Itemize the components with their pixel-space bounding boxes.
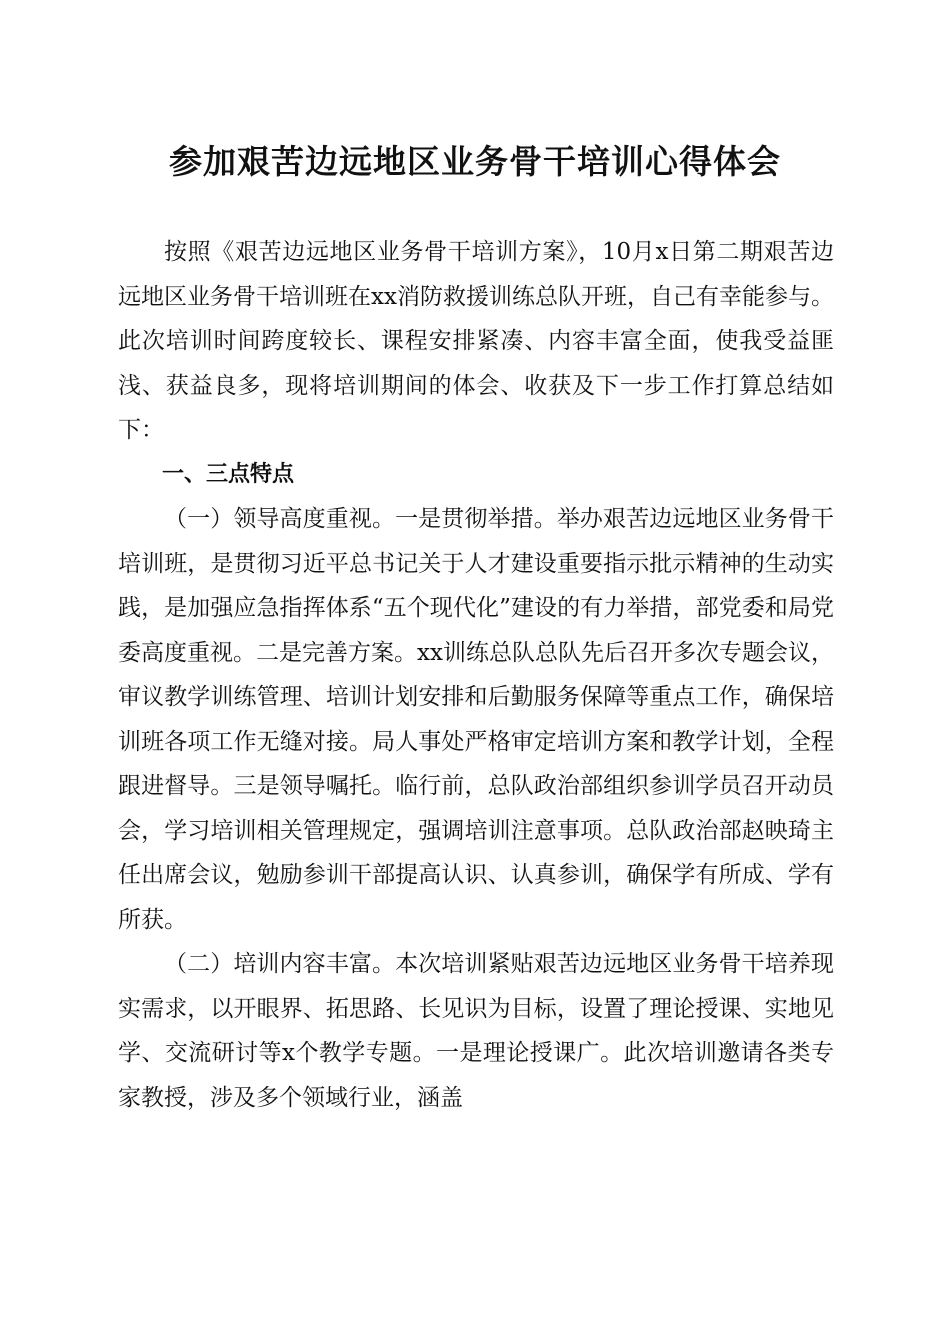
document-title: 参加艰苦边远地区业务骨干培训心得体会 [169, 142, 781, 181]
section-heading: 一、三点特点 [162, 461, 295, 487]
document-body [118, 230, 834, 1120]
intro-paragraph: 按照《艰苦边远地区业务骨干培训方案》，10月x日第二期艰苦边远地区业务骨干培训班在xx消防救援训练总队开班，自己有幸能参与。此次培训时间跨度较长、课程安排紧凑、内容丰富全面，使我受益匪浅、获益良多，现将培训期间的体会、收获及下一步工作打算总结如下： [118, 239, 834, 443]
paragraph-training-content: （二）培训内容丰富。本次培训紧贴艰苦边远地区业务骨干培养现实需求，以开眼界、拓思路、长见识为目标，设置了理论授课、实地见学、交流研讨等x个教学专题。一是理论授课广。此次培训邀请各类专家教授，涉及多个领域行业，涵盖 [118, 951, 834, 1111]
paragraph-leadership: （一）领导高度重视。一是贯彻举措。举办艰苦边远地区业务骨干培训班，是贯彻习近平总书记关于人才建设重要指示批示精神的生动实践，是加强应急指挥体系“五个现代化”建设的有力举措，部党委和局党委高度重视。二是完善方案。xx训练总队总队先后召开多次专题会议，审议教学训练管理、培训计划安排和后勤服务保障等重点工作，确保培训班各项工作无缝对接。局人事处严格审定培训方案和教学计划，全程跟进督导。三是领导嘱托。临行前，总队政治部组织参训学员召开动员会，学习培训相关管理规定，强调培训注意事项。总队政治部赵映琦主任出席会议，勉励参训干部提高认识、认真参训，确保学有所成、学有所获。 [118, 506, 834, 933]
